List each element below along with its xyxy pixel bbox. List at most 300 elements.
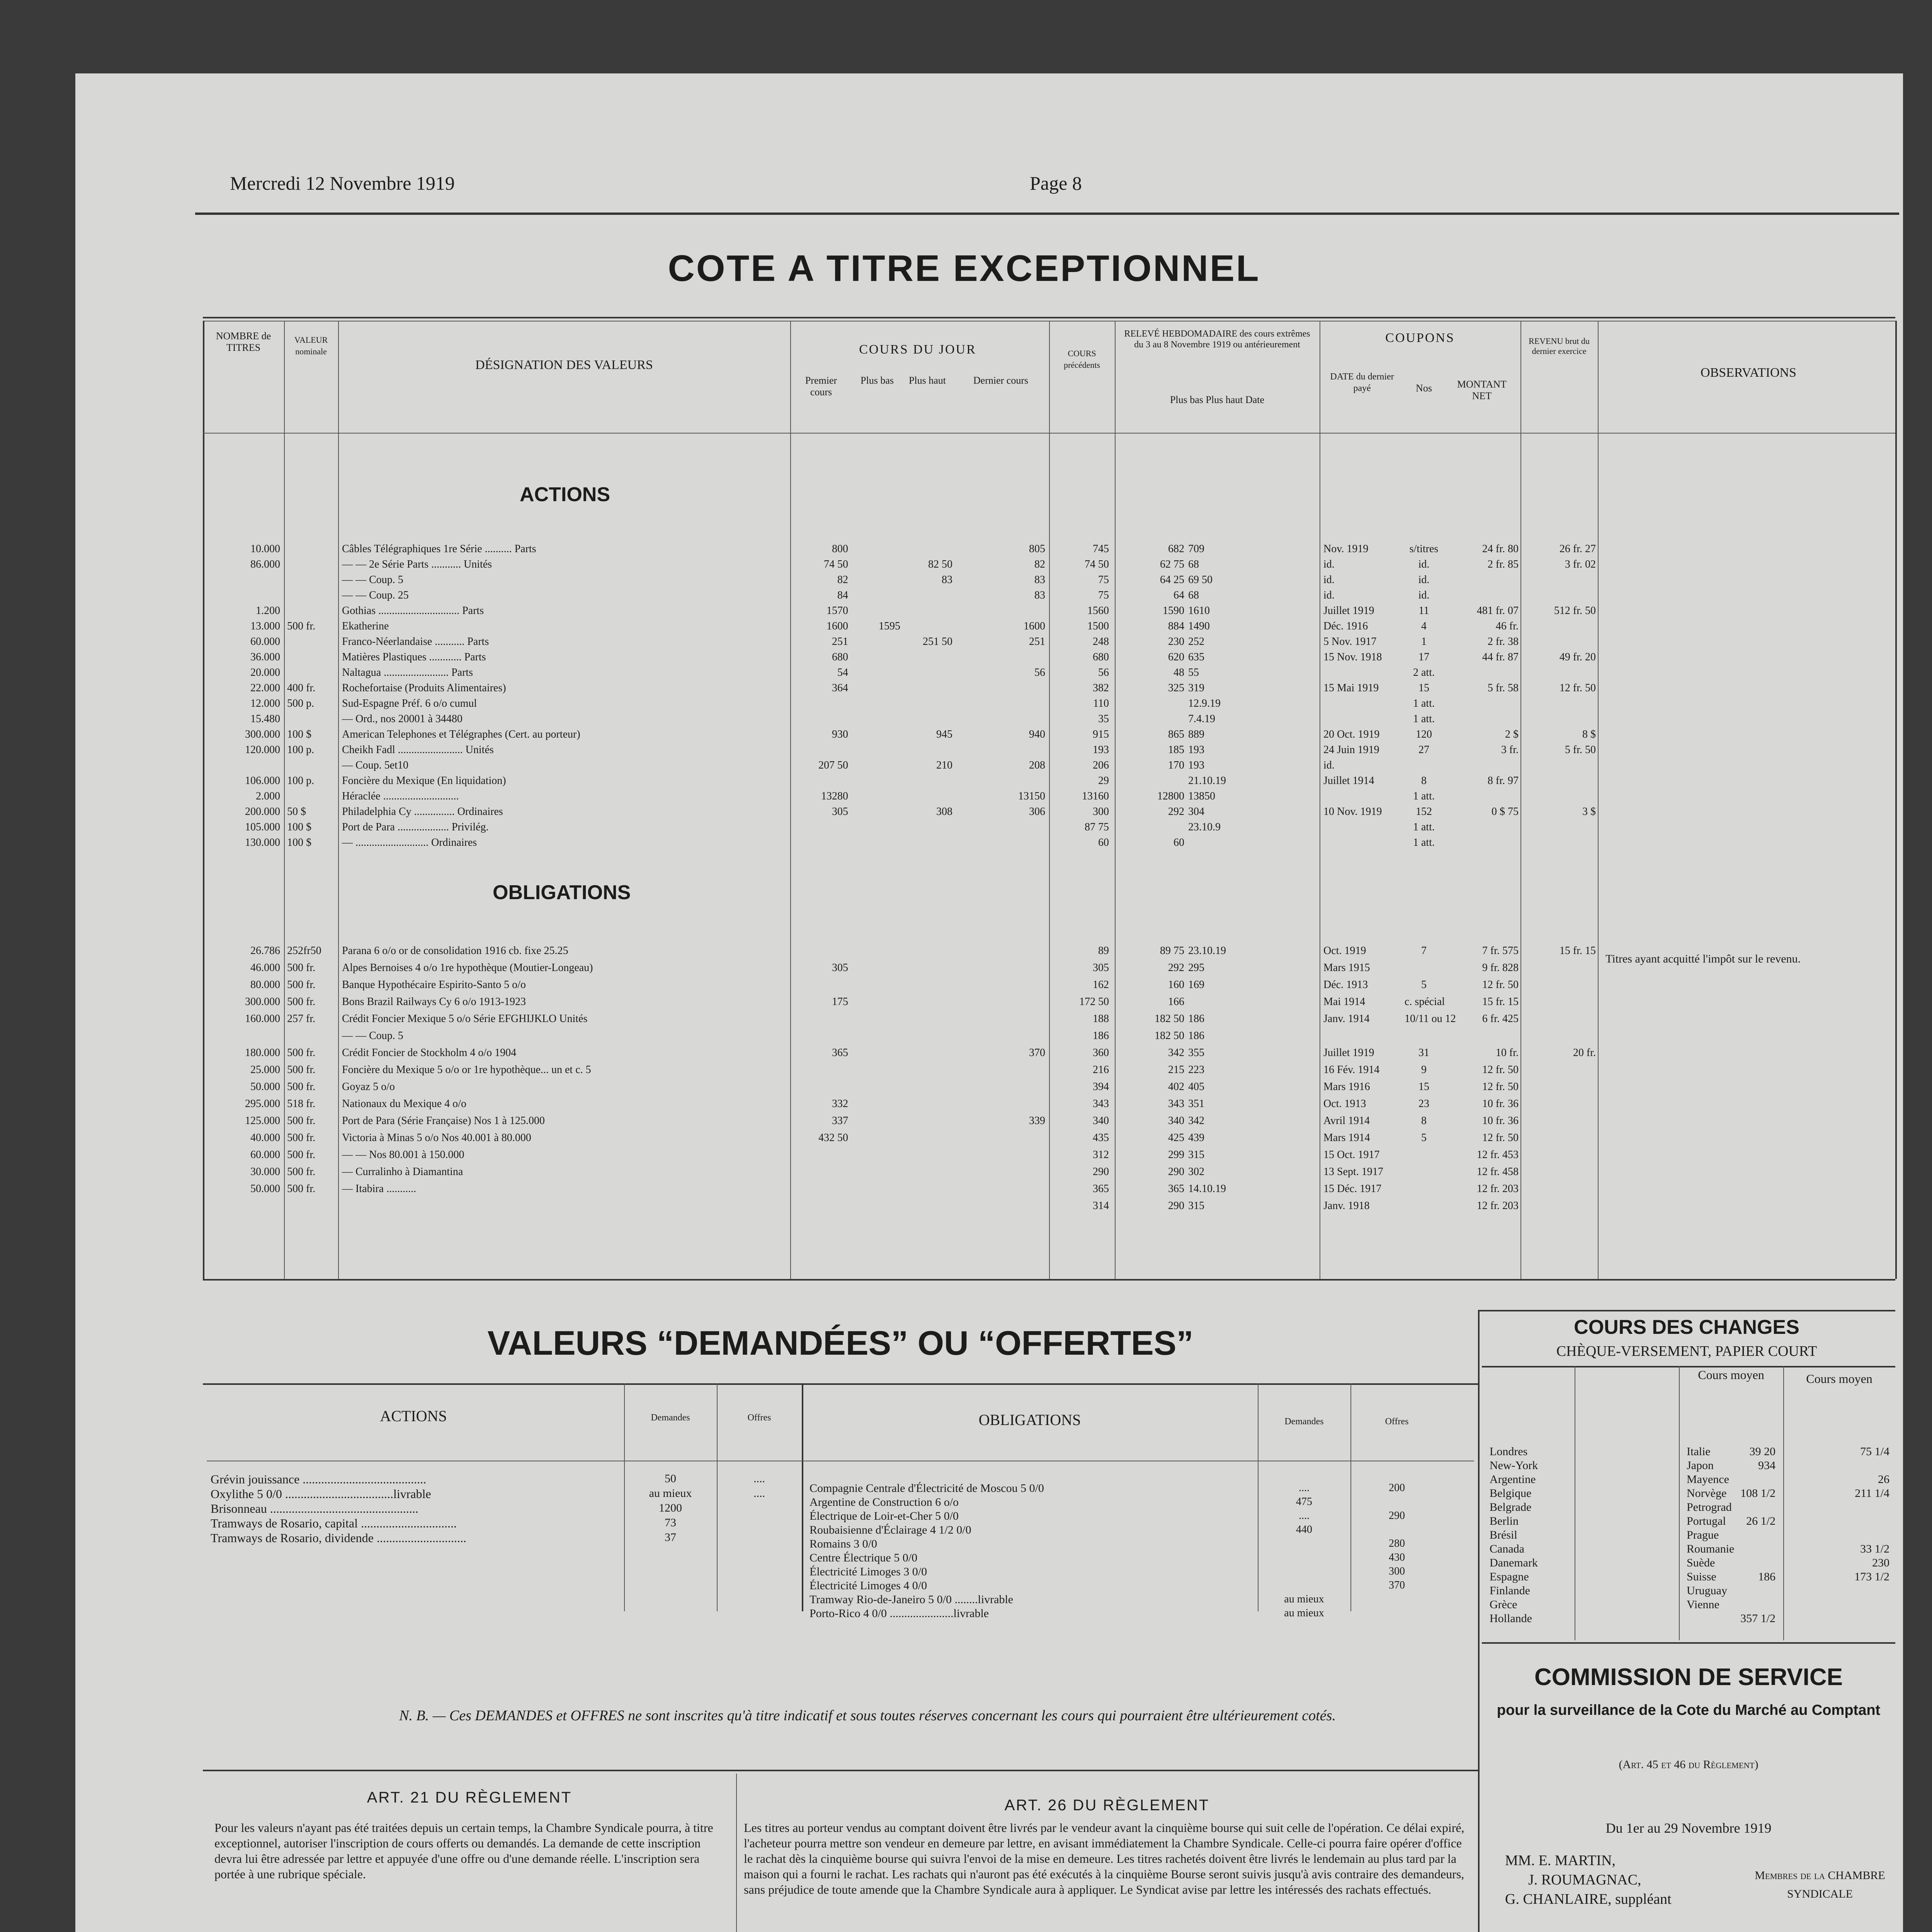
change-rate: 211 1/4 — [1855, 1487, 1889, 1500]
row-releve-bas: 166 — [1168, 996, 1184, 1008]
row-nominale: 500 fr. — [287, 1047, 316, 1059]
row-releve-haut: 55 — [1188, 667, 1199, 679]
row-premier: 680 — [832, 651, 848, 663]
row-designation: Matières Plastiques ............ Parts — [342, 651, 486, 663]
row-coupon-num: 2 att. — [1413, 667, 1435, 679]
row-precedent: 110 — [1093, 697, 1109, 709]
row-nominale: 500 fr. — [287, 620, 316, 632]
change-country: Italie — [1687, 1445, 1711, 1458]
row-designation: — — Coup. 25 — [342, 589, 409, 601]
row-releve-haut: 709 — [1188, 543, 1204, 555]
row-designation: Victoria à Minas 5 o/o Nos 40.001 à 80.000 — [342, 1132, 531, 1144]
row-coupon-num: 7 — [1421, 945, 1427, 957]
row-dernier: 13150 — [1018, 790, 1045, 802]
row-designation: Bons Brazil Railways Cy 6 o/o 1913-1923 — [342, 996, 526, 1008]
row-coupon-num: 5 — [1421, 979, 1427, 991]
change-country: Belgique — [1490, 1487, 1532, 1500]
row-releve-bas: 48 — [1173, 667, 1184, 679]
row-plus-haut: 82 50 — [928, 558, 952, 570]
row-releve-haut: 319 — [1188, 682, 1204, 694]
changes-cours-moyen-2: Cours moyen — [1806, 1372, 1872, 1386]
newspaper-page — [75, 73, 1903, 1932]
row-coupon-num: 4 — [1421, 620, 1427, 632]
col-divider — [1679, 1366, 1680, 1640]
row-titres: 300.000 — [245, 728, 280, 740]
row-coupon-date: Janv. 1914 — [1323, 1013, 1370, 1025]
header-rule — [195, 213, 1899, 215]
change-country: Argentine — [1490, 1473, 1536, 1486]
row-titres: 80.000 — [250, 979, 280, 991]
row-releve-bas: 290 — [1168, 1166, 1184, 1178]
row-premier: 365 — [832, 1047, 848, 1059]
demandee-obligation-name: Porto-Rico 4 0/0 ......................livrable — [810, 1607, 989, 1620]
row-coupon-montant: 12 fr. 453 — [1476, 1149, 1519, 1161]
row-designation: Franco-Néerlandaise ........... Parts — [342, 636, 489, 648]
demandee-action-name: Oxylithe 5 0/0 ...................................livrable — [211, 1487, 431, 1501]
row-coupon-num: 5 — [1421, 1132, 1427, 1144]
row-releve-haut: 635 — [1188, 651, 1204, 663]
member-name: J. ROUMAGNAC, — [1528, 1872, 1641, 1888]
commission-subtitle: pour la surveillance de la Cote du Marché au Comptant — [1497, 1702, 1881, 1718]
col-date-dernier: DATE du dernier payé — [1330, 372, 1394, 393]
row-premier: 1570 — [827, 605, 848, 617]
art26-title: ART. 26 DU RÈGLEMENT — [1004, 1797, 1210, 1814]
row-dernier: 370 — [1029, 1047, 1045, 1059]
row-designation: — Curralinho à Diamantina — [342, 1166, 463, 1178]
row-premier: 54 — [837, 667, 848, 679]
change-rate: 108 1/2 — [1740, 1487, 1776, 1500]
row-coupon-num: c. spécial — [1405, 996, 1445, 1008]
change-country: Portugal — [1687, 1515, 1726, 1527]
change-country: Danemark — [1490, 1556, 1538, 1569]
changes-top-rule — [1478, 1310, 1895, 1311]
changes-subtitle: CHÈQUE-VERSEMENT, PAPIER COURT — [1556, 1343, 1817, 1359]
change-country: Suisse — [1687, 1570, 1716, 1583]
col-revenu: REVENU brut du dernier exercice — [1529, 336, 1590, 356]
title-rule — [203, 317, 1895, 318]
row-premier: 1600 — [827, 620, 848, 632]
row-releve-bas: 290 — [1168, 1200, 1184, 1212]
row-designation: Parana 6 o/o or de consolidation 1916 cb. fixe 25.25 — [342, 945, 568, 957]
row-releve-haut: 186 — [1188, 1013, 1204, 1025]
row-releve-bas: 292 — [1168, 806, 1184, 818]
row-releve-haut: 14.10.19 — [1188, 1183, 1226, 1195]
row-coupon-montant: 44 fr. 87 — [1482, 651, 1519, 663]
row-premier: 13280 — [821, 790, 848, 802]
row-coupon-num: 31 — [1418, 1047, 1429, 1059]
row-coupon-montant: 6 fr. 425 — [1482, 1013, 1519, 1025]
row-coupon-montant: 12 fr. 50 — [1482, 1081, 1519, 1093]
row-revenu: 15 fr. 15 — [1559, 945, 1596, 957]
row-releve-haut: 23.10.9 — [1188, 821, 1221, 833]
row-precedent: 29 — [1098, 775, 1109, 787]
row-premier: 82 — [837, 574, 848, 586]
row-titres: 160.000 — [245, 1013, 280, 1025]
col-divider — [1783, 1366, 1784, 1640]
row-coupon-montant: 2 $ — [1505, 728, 1519, 740]
row-coupon-date: id. — [1323, 574, 1335, 586]
main-title: COTE A TITRE EXCEPTIONNEL — [668, 248, 1260, 289]
row-releve-bas: 170 — [1168, 759, 1184, 771]
change-country: Japon — [1687, 1459, 1714, 1472]
row-coupon-date: 24 Juin 1919 — [1323, 744, 1379, 756]
row-premier: 332 — [832, 1098, 848, 1110]
demandee-obligation-demande: 440 — [1296, 1524, 1312, 1536]
row-coupon-date: Déc. 1913 — [1323, 979, 1368, 991]
row-precedent: 680 — [1093, 651, 1109, 663]
row-dernier: 805 — [1029, 543, 1045, 555]
row-precedent: 745 — [1093, 543, 1109, 555]
demandee-obligation-demande: 475 — [1296, 1496, 1312, 1508]
row-coupon-montant: 12 fr. 458 — [1476, 1166, 1519, 1178]
row-plus-haut: 945 — [936, 728, 952, 740]
demandee-obligation-demande: .... — [1299, 1510, 1310, 1522]
demandee-action-demande: 50 — [665, 1472, 676, 1485]
row-releve-bas: 64 25 — [1160, 574, 1184, 586]
demandees-obligations-hdr: OBLIGATIONS — [978, 1411, 1081, 1429]
row-nominale: 500 fr. — [287, 1081, 316, 1093]
row-plus-bas: 1595 — [879, 620, 900, 632]
row-nominale: 100 $ — [287, 821, 311, 833]
row-precedent: 186 — [1093, 1030, 1109, 1042]
row-releve-haut: 186 — [1188, 1030, 1204, 1042]
row-nominale: 500 fr. — [287, 1149, 316, 1161]
col-divider — [1350, 1383, 1351, 1611]
row-precedent: 74 50 — [1085, 558, 1109, 570]
demandee-obligation-name: Argentine de Construction 6 o/o — [810, 1496, 959, 1509]
row-coupon-date: Mars 1915 — [1323, 962, 1370, 974]
demandee-action-demande: au mieux — [649, 1487, 692, 1500]
row-titres: 50.000 — [250, 1081, 280, 1093]
row-releve-haut: 23.10.19 — [1188, 945, 1226, 957]
row-releve-haut: 889 — [1188, 728, 1204, 740]
demandee-obligation-offre: 290 — [1389, 1510, 1405, 1522]
table-left-border — [203, 321, 204, 1279]
change-rate: 357 1/2 — [1740, 1612, 1776, 1625]
row-releve-bas: 160 — [1168, 979, 1184, 991]
row-designation: Héraclée ............................ — [342, 790, 459, 802]
row-coupon-num: 1 att. — [1413, 790, 1435, 802]
row-designation: Port de Para ................... Privilég. — [342, 821, 489, 833]
row-releve-bas: 230 — [1168, 636, 1184, 648]
row-coupon-date: 13 Sept. 1917 — [1323, 1166, 1383, 1178]
row-titres: 130.000 — [245, 837, 280, 849]
row-titres: 36.000 — [250, 651, 280, 663]
change-rate: 173 1/2 — [1854, 1570, 1889, 1583]
row-designation: Foncière du Mexique (En liquidation) — [342, 775, 506, 787]
row-premier: 305 — [832, 806, 848, 818]
commission-title: COMMISSION DE SERVICE — [1534, 1664, 1843, 1690]
demandees-demandes-hdr-2: Demandes — [1284, 1417, 1324, 1427]
row-premier: 84 — [837, 589, 848, 601]
col-divider — [338, 321, 339, 1279]
row-designation: Philadelphia Cy ............... Ordinaires — [342, 806, 503, 818]
row-nominale: 100 p. — [287, 744, 314, 756]
row-nominale: 500 fr. — [287, 979, 316, 991]
row-releve-haut: 193 — [1188, 759, 1204, 771]
row-designation: — ........................... Ordinaires — [342, 837, 477, 849]
row-titres: 1.200 — [256, 605, 280, 617]
row-designation: Cheikh Fadl ........................ Unités — [342, 744, 494, 756]
change-country: Hollande — [1490, 1612, 1532, 1625]
row-coupon-montant: 10 fr. — [1495, 1047, 1519, 1059]
row-designation: — Coup. 5et10 — [342, 759, 408, 771]
row-precedent: 1560 — [1087, 605, 1109, 617]
row-nominale: 100 $ — [287, 837, 311, 849]
row-releve-bas: 425 — [1168, 1132, 1184, 1144]
row-releve-bas: 64 — [1173, 589, 1184, 601]
row-dernier: 251 — [1029, 636, 1045, 648]
row-releve-bas: 60 — [1173, 837, 1184, 849]
row-coupon-num: 8 — [1421, 1115, 1427, 1127]
row-precedent: 188 — [1093, 1013, 1109, 1025]
row-dernier: 83 — [1034, 574, 1045, 586]
row-revenu: 5 fr. 50 — [1565, 744, 1596, 756]
row-coupon-date: 15 Nov. 1918 — [1323, 651, 1382, 663]
change-country: Uruguay — [1687, 1584, 1727, 1597]
change-country: Suède — [1687, 1556, 1715, 1569]
row-designation: — — 2e Série Parts ........... Unités — [342, 558, 492, 570]
row-coupon-montant: 24 fr. 80 — [1482, 543, 1519, 555]
art26-text: Les titres au porteur vendus au comptant doivent être livrés par le vendeur avant la cinquième bourse qui suit celle de l'opération. Ce délai expiré, l'acheteur pourra mettre son vendeur en demeure par lettre, en avisant immédiatement la Chambre Syndicale. Celle-ci pourra faire opérer d'office le rachat dès la cinquième bourse qui suivra l'envoi de la mise en demeure. Les titres rachetés doivent être livrés le lendemain au plus tard par la maison qui a fourni le rachat. Les rachats qui n'auront pas été exécutés à la cinquième Bourse seront suivis jusqu'à avis contraire des demandeurs, sans préjudice de toute amende que la Chambre Syndicale aura à appliquer. Le Syndicat avise par lettre les intéressés des rachats effectués. — [744, 1821, 1464, 1896]
row-releve-bas: 343 — [1168, 1098, 1184, 1110]
demandees-offres-hdr-2: Offres — [1385, 1417, 1409, 1427]
row-designation: Ekatherine — [342, 620, 389, 632]
row-coupon-montant: 481 fr. 07 — [1476, 605, 1519, 617]
row-precedent: 35 — [1098, 713, 1109, 725]
change-country: Vienne — [1687, 1598, 1719, 1611]
demandees-offres-hdr: Offres — [747, 1413, 771, 1423]
row-titres: 46.000 — [250, 962, 280, 974]
art21-title: ART. 21 DU RÈGLEMENT — [367, 1789, 572, 1806]
row-precedent: 915 — [1093, 728, 1109, 740]
row-coupon-date: id. — [1323, 759, 1335, 771]
row-dernier: 306 — [1029, 806, 1045, 818]
change-rate: 934 — [1758, 1459, 1776, 1472]
change-rate: 230 — [1872, 1556, 1889, 1569]
row-coupon-date: 16 Fév. 1914 — [1323, 1064, 1380, 1076]
change-country: Berlin — [1490, 1515, 1519, 1527]
row-coupon-montant: 10 fr. 36 — [1482, 1098, 1519, 1110]
row-nominale: 100 p. — [287, 775, 314, 787]
col-designation: DÉSIGNATION DES VALEURS — [475, 358, 653, 372]
row-nominale: 500 fr. — [287, 1115, 316, 1127]
row-coupon-date: 5 Nov. 1917 — [1323, 636, 1377, 648]
row-plus-haut: 210 — [936, 759, 952, 771]
demandee-obligation-name: Roubaisienne d'Éclairage 4 1/2 0/0 — [810, 1524, 971, 1536]
art-divider — [736, 1774, 737, 1932]
row-premier: 74 50 — [824, 558, 848, 570]
row-coupon-num: id. — [1418, 589, 1430, 601]
demandees-bottom-rule — [203, 1770, 1478, 1771]
row-coupon-num: id. — [1418, 558, 1430, 570]
row-titres: 22.000 — [250, 682, 280, 694]
row-designation: Nationaux du Mexique 4 o/o — [342, 1098, 466, 1110]
row-releve-bas: 182 50 — [1155, 1030, 1184, 1042]
row-releve-haut: 193 — [1188, 744, 1204, 756]
row-coupon-num: 152 — [1416, 806, 1432, 818]
page-number: Page 8 — [1030, 172, 1082, 194]
row-coupon-date: Mai 1914 — [1323, 996, 1366, 1008]
row-precedent: 312 — [1093, 1149, 1109, 1161]
change-rate: 33 1/2 — [1860, 1543, 1889, 1555]
row-dernier: 82 — [1034, 558, 1045, 570]
change-country: Canada — [1490, 1543, 1524, 1555]
change-rate: 39 20 — [1749, 1445, 1776, 1458]
change-country: Mayence — [1687, 1473, 1729, 1486]
row-premier: 337 — [832, 1115, 848, 1127]
row-coupon-montant: 2 fr. 38 — [1487, 636, 1519, 648]
row-releve-bas: 342 — [1168, 1047, 1184, 1059]
row-coupon-num: 8 — [1421, 775, 1427, 787]
row-coupon-date: id. — [1323, 589, 1335, 601]
row-coupon-date: id. — [1323, 558, 1335, 570]
row-titres: 40.000 — [250, 1132, 280, 1144]
demandee-obligation-name: Électrique de Loir-et-Cher 5 0/0 — [810, 1510, 959, 1522]
row-precedent: 60 — [1098, 837, 1109, 849]
row-coupon-montant: 0 $ 75 — [1492, 806, 1519, 818]
demandee-obligation-name: Électricité Limoges 3 0/0 — [810, 1565, 927, 1578]
row-revenu: 12 fr. 50 — [1559, 682, 1596, 694]
row-coupon-date: 10 Nov. 1919 — [1323, 806, 1382, 818]
row-nominale: 500 fr. — [287, 1064, 316, 1076]
row-releve-bas: 682 — [1168, 543, 1184, 555]
row-coupon-num: 9 — [1421, 1064, 1427, 1076]
demandee-action-name: Tramways de Rosario, capital ............................... — [211, 1516, 457, 1530]
row-dernier: 56 — [1034, 667, 1045, 679]
row-coupon-date: Déc. 1916 — [1323, 620, 1368, 632]
row-plus-haut: 251 50 — [923, 636, 952, 648]
change-country: Espagne — [1490, 1570, 1529, 1583]
row-coupon-montant: 12 fr. 50 — [1482, 1132, 1519, 1144]
row-titres: 10.000 — [250, 543, 280, 555]
col-divider — [1115, 321, 1116, 1279]
row-premier: 930 — [832, 728, 848, 740]
row-releve-haut: 304 — [1188, 806, 1204, 818]
row-coupon-date: 15 Oct. 1917 — [1323, 1149, 1380, 1161]
row-precedent: 13160 — [1082, 790, 1109, 802]
row-designation: Crédit Foncier de Stockholm 4 o/o 1904 — [342, 1047, 517, 1059]
changes-rule — [1482, 1366, 1895, 1367]
row-precedent: 365 — [1093, 1183, 1109, 1195]
changes-title: COURS DES CHANGES — [1574, 1316, 1799, 1338]
col-divider — [1049, 321, 1050, 1279]
row-releve-bas: 292 — [1168, 962, 1184, 974]
demandee-action-offre: .... — [753, 1487, 765, 1500]
row-designation: Foncière du Mexique 5 o/o or 1re hypothèque... un et c. 5 — [342, 1064, 591, 1076]
table-right-border — [1895, 321, 1897, 1279]
row-titres: 30.000 — [250, 1166, 280, 1178]
row-coupon-num: 23 — [1418, 1098, 1429, 1110]
row-coupon-num: 1 att. — [1413, 821, 1435, 833]
row-precedent: 1500 — [1087, 620, 1109, 632]
observation-note: Titres ayant acquitté l'impôt sur le revenu. — [1605, 952, 1801, 965]
row-revenu: 20 fr. — [1573, 1047, 1596, 1059]
row-designation: Rochefortaise (Produits Alimentaires) — [342, 682, 506, 694]
row-designation: Banque Hypothécaire Espirito-Santo 5 o/o — [342, 979, 526, 991]
row-revenu: 512 fr. 50 — [1554, 605, 1596, 617]
demandee-action-name: Tramways de Rosario, dividende ............................. — [211, 1531, 466, 1545]
row-releve-bas: 402 — [1168, 1081, 1184, 1093]
row-revenu: 8 $ — [1582, 728, 1596, 740]
row-coupon-montant: 10 fr. 36 — [1482, 1115, 1519, 1127]
row-coupon-date: Oct. 1913 — [1323, 1098, 1366, 1110]
row-releve-haut: 12.9.19 — [1188, 697, 1221, 709]
row-titres: 200.000 — [245, 806, 280, 818]
row-designation: American Telephones et Télégraphes (Cert. au porteur) — [342, 728, 580, 740]
demandee-action-offre: .... — [753, 1472, 765, 1485]
row-releve-haut: 7.4.19 — [1188, 713, 1215, 725]
demandee-action-name: Grévin jouissance ........................................ — [211, 1472, 427, 1486]
row-releve-haut: 13850 — [1188, 790, 1215, 802]
row-designation: Crédit Foncier Mexique 5 o/o Série EFGHIJKLO Unités — [342, 1013, 588, 1025]
row-releve-haut: 351 — [1188, 1098, 1204, 1110]
row-coupon-num: id. — [1418, 574, 1430, 586]
row-precedent: 290 — [1093, 1166, 1109, 1178]
row-releve-haut: 342 — [1188, 1115, 1204, 1127]
row-releve-haut: 252 — [1188, 636, 1204, 648]
row-coupon-date: Juillet 1919 — [1323, 1047, 1374, 1059]
col-releve: RELEVÉ HEBDOMADAIRE des cours extrêmes du 3 au 8 Novembre 1919 ou antérieurement — [1124, 329, 1310, 350]
row-nominale: 50 $ — [287, 806, 306, 818]
changes-cours-moyen: Cours moyen — [1698, 1368, 1764, 1382]
member-name: MM. E. MARTIN, — [1505, 1852, 1616, 1869]
col-divider — [1520, 321, 1521, 1279]
col-nombre: NOMBRE de TITRES — [216, 330, 271, 353]
row-titres: 2.000 — [256, 790, 280, 802]
demandees-actions-hdr: ACTIONS — [380, 1407, 447, 1425]
col-divider — [284, 321, 285, 1279]
col-dernier: Dernier cours — [973, 375, 1029, 386]
row-premier: 800 — [832, 543, 848, 555]
row-coupon-date: 15 Mai 1919 — [1323, 682, 1379, 694]
row-coupon-montant: 46 fr. — [1495, 620, 1519, 632]
row-releve-bas: 1590 — [1163, 605, 1184, 617]
row-coupon-montant: 15 fr. 15 — [1482, 996, 1519, 1008]
row-precedent: 314 — [1093, 1200, 1109, 1212]
row-coupon-date: Janv. 1918 — [1323, 1200, 1370, 1212]
row-releve-bas: 865 — [1168, 728, 1184, 740]
row-precedent: 248 — [1093, 636, 1109, 648]
row-titres: 120.000 — [245, 744, 280, 756]
row-coupon-date: Avril 1914 — [1323, 1115, 1370, 1127]
row-precedent: 206 — [1093, 759, 1109, 771]
col-numero: Nos — [1416, 383, 1432, 394]
row-releve-haut: 302 — [1188, 1166, 1204, 1178]
demandees-demandes-hdr: Demandes — [651, 1413, 690, 1423]
row-coupon-date: 20 Oct. 1919 — [1323, 728, 1380, 740]
change-rate: 26 — [1878, 1473, 1889, 1486]
col-divider — [624, 1383, 625, 1611]
demandees-title: VALEURS “DEMANDÉES” OU “OFFERTES” — [487, 1324, 1194, 1362]
col-premier: Premier cours — [805, 375, 837, 398]
row-designation: — — Coup. 5 — [342, 1030, 403, 1042]
row-premier: 251 — [832, 636, 848, 648]
row-releve-bas: 325 — [1168, 682, 1184, 694]
row-precedent: 75 — [1098, 574, 1109, 586]
col-observations: OBSERVATIONS — [1701, 366, 1796, 380]
row-designation: Gothias .............................. Parts — [342, 605, 484, 617]
row-releve-bas: 299 — [1168, 1149, 1184, 1161]
col-coupons: COUPONS — [1385, 331, 1455, 345]
row-releve-haut: 1610 — [1188, 605, 1210, 617]
row-nominale: 252fr50 — [287, 945, 321, 957]
demandees-rule — [203, 1383, 1478, 1385]
row-dernier: 1600 — [1024, 620, 1045, 632]
row-plus-haut: 308 — [936, 806, 952, 818]
row-coupon-montant: 12 fr. 50 — [1482, 1064, 1519, 1076]
row-coupon-num: 15 — [1418, 682, 1429, 694]
